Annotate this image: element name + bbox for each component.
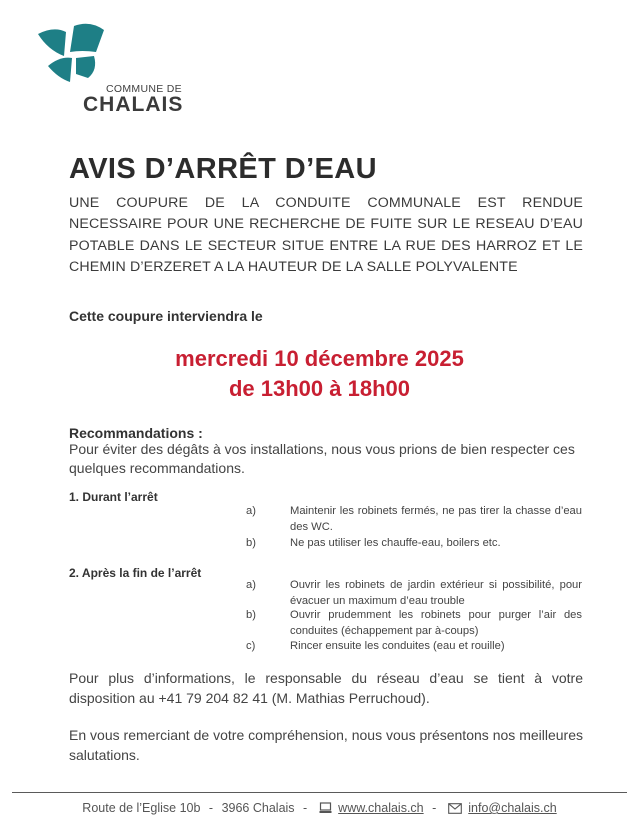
footer-separator: - xyxy=(208,801,214,815)
commune-logo xyxy=(36,20,108,92)
recommendations-text: Pour éviter des dégâts à vos installations, nous vous prions de bien respecter ces quelques recommandations. xyxy=(69,441,575,476)
list-item-letter: a) xyxy=(246,505,256,517)
notice-title: AVIS D’ARRÊT D’EAU xyxy=(69,153,377,185)
footer-city: 3966 Chalais xyxy=(221,801,295,815)
closing-text: En vous remerciant de votre compréhension, nous vous présentons nos meilleures salutations. xyxy=(69,727,583,763)
footer xyxy=(0,801,639,815)
footer-address: Route de l’Eglise 10b xyxy=(82,801,201,815)
footer-divider xyxy=(12,792,627,793)
notice-intro: UNE COUPURE DE LA CONDUITE COMMUNALE EST RENDUE NECESSAIRE POUR UNE RECHERCHE DE FUITE SUR LE RESEAU D’EAU POTABLE DANS LE SECTEUR SITUE ENTRE LA RUE DES HARROZ ET LE CHEMIN D’ERZERET A LA HAUTEUR DE LA SALLE POLYVALENTE xyxy=(69,195,583,276)
list-item-text: Ne pas utiliser les chauffe-eau, boilers etc. xyxy=(290,537,501,549)
website-link[interactable]: www.chalais.ch xyxy=(338,801,424,815)
outage-time: de 13h00 à 18h00 xyxy=(228,376,410,401)
logo-leaf-top-left xyxy=(38,29,66,56)
list-item-letter: a) xyxy=(246,579,256,591)
list-item-letter: b) xyxy=(246,537,256,549)
contact-info: Pour plus d’informations, le responsable du réseau d’eau se tient à votre disposition au +41 79 204 82 41 (M. Mathias Perruchoud). xyxy=(69,670,583,706)
logo-leaf-bottom-left xyxy=(48,58,72,82)
list-item-text: Ouvrir les robinets de jardin extérieur si possibilité, pour évacuer un maximum d’eau trouble xyxy=(290,579,582,607)
lead-text: Cette coupure interviendra le xyxy=(69,308,263,324)
section-after-title: 2. Après la fin de l’arrêt xyxy=(69,566,202,580)
logo-leaf-bottom-right xyxy=(76,56,95,78)
section-during-title: 1. Durant l’arrêt xyxy=(69,490,158,504)
logo-commune-text: COMMUNE DE xyxy=(106,83,182,95)
computer-icon xyxy=(319,802,332,814)
list-item-text: Maintenir les robinets fermés, ne pas tirer la chasse d’eau des WC. xyxy=(290,505,582,533)
list-item-letter: b) xyxy=(246,609,256,621)
logo-leaf-top-right xyxy=(70,24,104,52)
mail-icon xyxy=(448,803,462,814)
footer-separator: - xyxy=(432,801,437,815)
list-item-text: Ouvrir prudemment les robinets pour purger l’air des conduites (échappement par à-coups) xyxy=(290,609,582,637)
outage-date: mercredi 10 décembre 2025 xyxy=(175,346,464,371)
list-item-text: Rincer ensuite les conduites (eau et rouille) xyxy=(290,640,505,652)
email-link[interactable]: info@chalais.ch xyxy=(468,801,557,815)
logo-chalais-text: CHALAIS xyxy=(83,93,184,116)
footer-separator: - xyxy=(303,801,308,815)
recommendations-heading: Recommandations : xyxy=(69,425,203,441)
list-item-letter: c) xyxy=(246,640,256,652)
